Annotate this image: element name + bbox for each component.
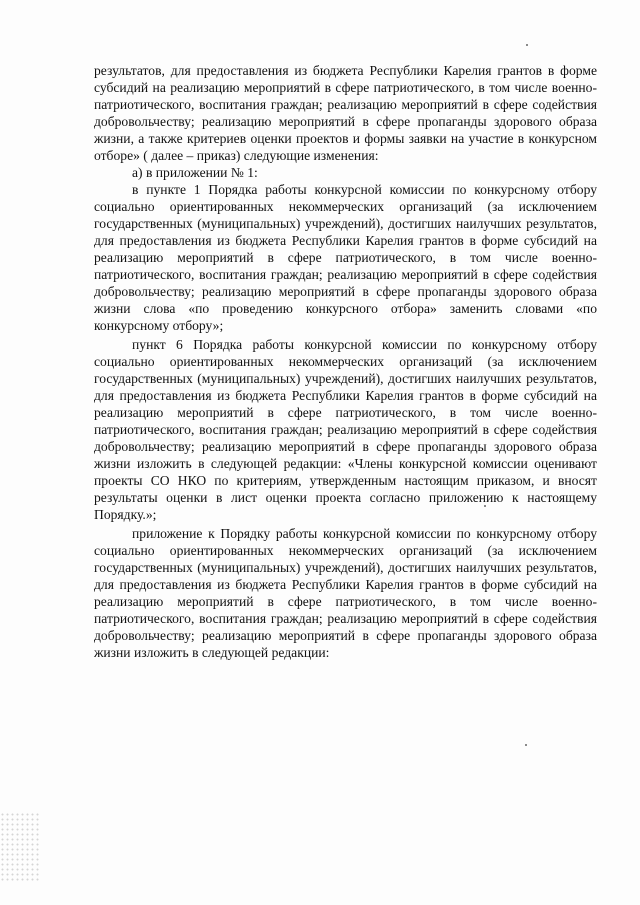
paragraph-point-1: в пункте 1 Порядка работы конкурсной комиссии по конкурсному отбору социально ориентированных некоммерческих организаций (за исключением государственных (муниципальных) учреждений), достигших наилучших результатов, для предоставления из бюджета Республики Карелия грантов в форме субсидий на реализацию мероприятий в сфере патриотического, в том числе военно-патриотического, воспитания граждан; реализацию мероприятий в сфере содействия добровольчеству; реализацию мероприятий в сфере пропаганды здорового образа жизни слова «по проведению конкурсного отбора» заменить словами «по конкурсному отбору»;: [94, 182, 597, 333]
scan-speck: [484, 505, 486, 507]
scan-speck: [525, 744, 527, 746]
scan-speck: [526, 44, 528, 46]
paragraph-point-6: пункт 6 Порядка работы конкурсной комиссии по конкурсному отбору социально ориентированных некоммерческих организаций (за исключением государственных (муниципальных) учреждений), достигших наилучших результатов, для предоставления из бюджета Республики Карелия грантов в форме субсидий на реализацию мероприятий в сфере патриотического, в том числе военно-патриотического, воспитания граждан; реализацию мероприятий в сфере содействия добровольчеству; реализацию мероприятий в сфере пропаганды здорового образа жизни изложить в следующей редакции: «Члены конкурсной комиссии оценивают проекты СО НКО по критериям, утвержденным настоящим приказом, и вносят результаты оценки в лист оценки проекта согласно приложению к настоящему Порядку.»;: [94, 337, 597, 522]
scan-artifact: [0, 812, 40, 882]
paragraph-appendix-heading: а) в приложении № 1:: [132, 165, 258, 180]
paragraph-appendix-to-procedure: приложение к Порядку работы конкурсной комиссии по конкурсному отбору социально ориентированных некоммерческих организаций (за исключением государственных (муниципальных) учреждений), достигших наилучших результатов, для предоставления из бюджета Республики Карелия грантов в форме субсидий на реализацию мероприятий в сфере патриотического, в том числе военно-патриотического, воспитания граждан; реализацию мероприятий в сфере содействия добровольчеству; реализацию мероприятий в сфере пропаганды здорового образа жизни изложить в следующей редакции:: [94, 526, 597, 660]
document-body: [94, 62, 597, 661]
paragraph-intro-continuation: результатов, для предоставления из бюджета Республики Карелия грантов в форме субсидий на реализацию мероприятий в сфере патриотического, в том числе военно-патриотического, воспитания граждан; реализацию мероприятий в сфере содействия добровольчеству; реализацию мероприятий в сфере пропаганды здорового образа жизни, а также критериев оценки проектов и формы заявки на участие в конкурсном отборе» ( далее – приказ) следующие изменения:: [94, 63, 597, 163]
